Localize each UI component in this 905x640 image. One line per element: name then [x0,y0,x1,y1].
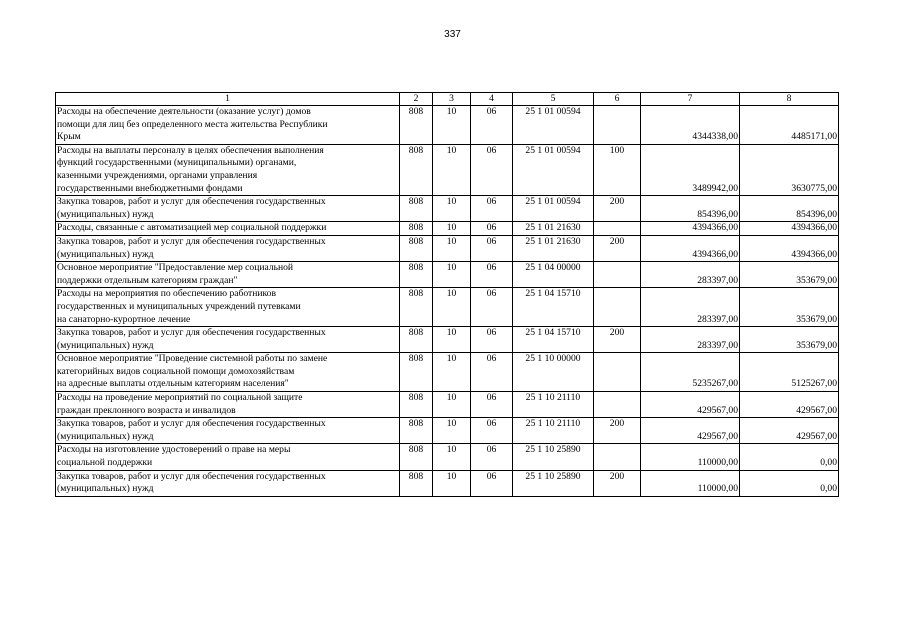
table-row [56,392,839,418]
description-line: Основное мероприятие "Проведение системной работы по замене [57,353,328,365]
description-line: Закупка товаров, работ и услуг для обеспечения государственных [57,196,326,208]
cell-description [56,288,400,327]
cell-amount-year2: 353679,00 [740,327,839,353]
cell-subsection: 06 [471,470,513,496]
cell-code-grbs: 808 [400,262,433,288]
description-line: функций государственными (муниципальными) органами, [57,157,297,169]
cell-section: 10 [433,106,471,145]
cell-code-grbs: 808 [400,392,433,418]
cell-section: 10 [433,470,471,496]
cell-amount-year2: 429567,00 [740,392,839,418]
cell-amount-year2: 854396,00 [740,196,839,222]
header-cell: 1 [56,93,400,106]
cell-amount-year1: 4344338,00 [641,106,740,145]
cell-description [56,222,400,236]
header-cell: 5 [513,93,594,106]
cell-subsection: 06 [471,418,513,444]
cell-subsection: 06 [471,392,513,418]
cell-target-article: 25 1 01 00594 [513,144,594,195]
cell-subsection: 06 [471,144,513,195]
cell-target-article: 25 1 04 15710 [513,327,594,353]
description-line: (муниципальных) нужд [57,248,154,260]
cell-expense-type: 200 [594,418,641,444]
cell-amount-year1: 429567,00 [641,392,740,418]
cell-section: 10 [433,144,471,195]
table-body [56,93,839,497]
table-row [56,144,839,195]
description-line: помощи для лиц без определенного места жительства Республики [57,118,328,130]
cell-target-article: 25 1 10 25890 [513,470,594,496]
cell-description [56,353,400,392]
cell-section: 10 [433,353,471,392]
cell-subsection: 06 [471,353,513,392]
description-line: (муниципальных) нужд [57,208,154,220]
cell-section: 10 [433,327,471,353]
cell-amount-year1: 283397,00 [641,288,740,327]
cell-amount-year2: 429567,00 [740,418,839,444]
cell-target-article: 25 1 01 00594 [513,106,594,145]
cell-amount-year2: 5125267,00 [740,353,839,392]
cell-amount-year1: 3489942,00 [641,144,740,195]
description-line: социальной поддержки [57,457,153,469]
cell-description [56,327,400,353]
cell-section: 10 [433,418,471,444]
description-line: поддержки отдельным категориям граждан" [57,274,238,286]
cell-description [56,262,400,288]
cell-subsection: 06 [471,444,513,470]
cell-amount-year2: 4394366,00 [740,222,839,236]
cell-subsection: 06 [471,288,513,327]
table-row [56,235,839,261]
cell-code-grbs: 808 [400,353,433,392]
cell-code-grbs: 808 [400,106,433,145]
table-row [56,444,839,470]
description-line: Расходы на мероприятия по обеспечению работников [57,288,277,300]
cell-target-article: 25 1 01 21630 [513,235,594,261]
cell-amount-year2: 4394366,00 [740,235,839,261]
table-row [56,196,839,222]
cell-target-article: 25 1 10 21110 [513,392,594,418]
description-line: государственных и муниципальных учреждений путевками [57,300,301,312]
description-line: (муниципальных) нужд [57,339,154,351]
cell-section: 10 [433,262,471,288]
cell-target-article: 25 1 01 21630 [513,222,594,236]
description-line: казенными учреждениями, органами управления [57,169,258,181]
header-cell: 3 [433,93,471,106]
description-line: Закупка товаров, работ и услуг для обеспечения государственных [57,418,326,430]
cell-code-grbs: 808 [400,470,433,496]
cell-description [56,418,400,444]
cell-expense-type [594,288,641,327]
cell-subsection: 06 [471,262,513,288]
description-line: (муниципальных) нужд [57,483,154,495]
table-row [56,418,839,444]
table-row [56,327,839,353]
cell-amount-year1: 110000,00 [641,444,740,470]
header-cell: 2 [400,93,433,106]
cell-amount-year2: 353679,00 [740,262,839,288]
cell-target-article: 25 1 01 00594 [513,196,594,222]
cell-description [56,196,400,222]
cell-subsection: 06 [471,222,513,236]
cell-amount-year2: 0,00 [740,444,839,470]
cell-expense-type [594,262,641,288]
cell-description [56,392,400,418]
cell-description [56,470,400,496]
cell-amount-year1: 429567,00 [641,418,740,444]
cell-code-grbs: 808 [400,288,433,327]
header-cell: 7 [641,93,740,106]
description-line: Закупка товаров, работ и услуг для обеспечения государственных [57,235,326,247]
cell-expense-type: 200 [594,235,641,261]
description-line: (муниципальных) нужд [57,430,154,442]
cell-expense-type [594,353,641,392]
budget-table [55,92,839,497]
cell-amount-year1: 283397,00 [641,327,740,353]
header-row [56,93,839,106]
cell-target-article: 25 1 10 25890 [513,444,594,470]
cell-amount-year1: 4394366,00 [641,222,740,236]
table-row [56,106,839,145]
cell-description [56,106,400,145]
cell-code-grbs: 808 [400,444,433,470]
cell-code-grbs: 808 [400,418,433,444]
cell-expense-type: 200 [594,196,641,222]
table-row [56,353,839,392]
description-line: Расходы на выплаты персоналу в целях обеспечения выполнения [57,144,324,156]
cell-amount-year1: 5235267,00 [641,353,740,392]
cell-target-article: 25 1 10 21110 [513,418,594,444]
header-cell: 8 [740,93,839,106]
description-line: на санаторно-курортное лечение [57,313,191,325]
table-row [56,470,839,496]
cell-code-grbs: 808 [400,196,433,222]
cell-subsection: 06 [471,106,513,145]
cell-code-grbs: 808 [400,235,433,261]
page-number: 337 [444,29,461,40]
table-row [56,288,839,327]
cell-target-article: 25 1 10 00000 [513,353,594,392]
header-cell: 4 [471,93,513,106]
description-line: Закупка товаров, работ и услуг для обеспечения государственных [57,470,326,482]
cell-expense-type: 200 [594,470,641,496]
table-row [56,222,839,236]
description-line: Крым [57,131,81,143]
cell-description [56,144,400,195]
description-line: на адресные выплаты отдельным категориям населения" [57,378,289,390]
cell-code-grbs: 808 [400,222,433,236]
cell-section: 10 [433,392,471,418]
cell-description [56,235,400,261]
cell-expense-type: 200 [594,327,641,353]
cell-amount-year2: 0,00 [740,470,839,496]
description-line: Основное мероприятие "Предоставление мер социальной [57,262,294,274]
cell-expense-type [594,106,641,145]
description-line: Расходы на изготовление удостоверений о праве на меры [57,444,291,456]
cell-expense-type [594,392,641,418]
cell-expense-type [594,444,641,470]
description-line: Расходы на обеспечение деятельности (оказание услуг) домов [57,106,311,117]
cell-description [56,444,400,470]
cell-amount-year2: 3630775,00 [740,144,839,195]
header-cell: 6 [594,93,641,106]
cell-section: 10 [433,444,471,470]
description-line: Закупка товаров, работ и услуг для обеспечения государственных [57,327,326,339]
cell-expense-type [594,222,641,236]
description-line: государственными внебюджетными фондами [57,182,243,194]
cell-amount-year2: 353679,00 [740,288,839,327]
cell-target-article: 25 1 04 00000 [513,262,594,288]
cell-code-grbs: 808 [400,144,433,195]
description-line: категорийных видов социальной помощи домохозяйствам [57,365,295,377]
cell-amount-year1: 283397,00 [641,262,740,288]
description-line: Расходы на проведение мероприятий по социальной защите [57,392,303,404]
cell-amount-year1: 854396,00 [641,196,740,222]
cell-section: 10 [433,222,471,236]
cell-section: 10 [433,235,471,261]
cell-subsection: 06 [471,235,513,261]
cell-target-article: 25 1 04 15710 [513,288,594,327]
cell-section: 10 [433,196,471,222]
cell-amount-year2: 4485171,00 [740,106,839,145]
description-line: граждан преклонного возраста и инвалидов [57,404,236,416]
cell-amount-year1: 4394366,00 [641,235,740,261]
cell-amount-year1: 110000,00 [641,470,740,496]
cell-code-grbs: 808 [400,327,433,353]
cell-subsection: 06 [471,196,513,222]
description-line: Расходы, связанные с автоматизацией мер социальной поддержки [57,222,327,234]
table-row [56,262,839,288]
cell-subsection: 06 [471,327,513,353]
cell-expense-type: 100 [594,144,641,195]
cell-section: 10 [433,288,471,327]
